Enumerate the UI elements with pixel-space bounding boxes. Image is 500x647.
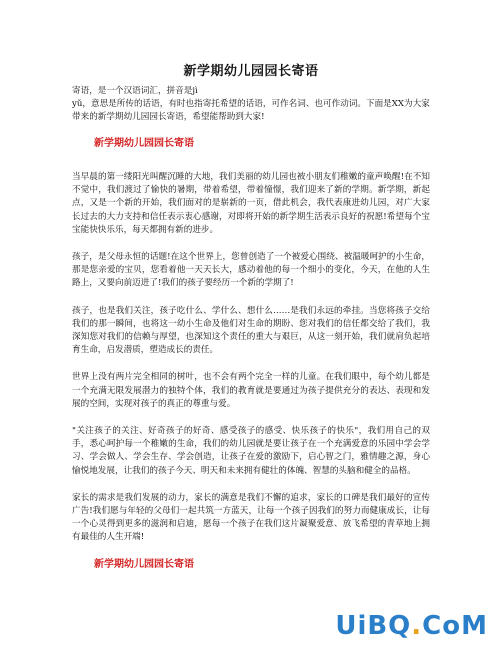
paragraph-4: 世界上没有两片完全相同的树叶，也不会有两个完全一样的儿童。在我们眼中，每个幼儿都是一个充满无限发展潜力的独特个体，我们的教育就是要通过为孩子提供充分的表达、表现和发展的空间，实现对孩子的真正的尊重与爱。 <box>72 372 430 409</box>
watermark-dot: . <box>411 611 423 641</box>
intro-line-1: 寄语，是一个汉语词汇，拼音是jì <box>72 86 198 96</box>
paragraph-3: 孩子，也是我们关注，孩子吃什么、学什么、想什么……是我们永远的牵挂。当您将孩子交给我们的那一瞬间，也将这一幼小生命及他们对生命的期盼、您对我们的信任都交给了我们，我深知您对我们的信赖与厚望，也深知这个责任的重大与艰巨，从这一刻开始，我们就肩负起培育生命，启发潜质，塑造成长的责任。 <box>72 305 430 356</box>
paragraph-6: 家长的需求是我们发展的动力，家长的满意是我们不懈的追求，家长的口碑是我们最好的宣传广告!我们愿与年轻的父母们一起共筑一方蓝天，让每一个孩子因我们的努力而健康成长，让每一个心灵得到更多的滋润和启迪，愿每一个孩子在我们这片凝聚爱意、放飞希望的青草地上拥有最佳的人生开端! <box>72 492 430 543</box>
paragraph-5: "关注孩子的关注、好奇孩子的好奇、感受孩子的感受、快乐孩子的快乐"，我们用自己的双手，悉心呵护每一个稚嫩的生命，我们的幼儿园就是要让孩子在一个充满爱意的乐园中学会学习、学会做人、学会生存、学会创造，让孩子在爱的激励下，启心智之门，雅情趣之源，身心愉悦地发展，让我们的孩子今天、明天和未来拥有健壮的体魄、智慧的头脑和健全的品格。 <box>72 426 430 476</box>
section-heading: 新学期幼儿园园长寄语 <box>94 138 194 149</box>
paragraph-2: 孩子，是父母永恒的话题!在这个世界上，您曾创造了一个被爱心围绕、被温暖呵护的小生命，那是您亲爱的宝贝，您看着他一天天长大，感动着他的每一个细小的变化，今天，在他的人生路上，又要向前迈进了!我们的孩子要经历一个新的学期了! <box>72 252 430 289</box>
footer-heading: 新学期幼儿园园长寄语 <box>94 558 194 570</box>
watermark-text-after: CoM <box>422 611 488 641</box>
watermark-text-before: UiBQ <box>335 611 412 641</box>
document-body <box>72 60 430 570</box>
intro-line-2: yǔ，意思是所传的话语，有时也指寄托希望的话语，可作名词、也可作动词。下面是XX为大家带来的新学期幼儿园园长寄语，希望能帮助到大家! <box>72 99 430 122</box>
paragraph-1: 当早晨的第一缕阳光叫醒沉睡的大地，我们美丽的幼儿园也被小朋友们稚嫩的童声唤醒!在不知不觉中，我们渡过了愉快的暑期，带着希望，带着憧憬，我们迎来了新的学期。新学期，新起点，又是一个新的开始，我们面对的是崭新的一页，借此机会，我代表康进幼儿园，对广大家长过去的大力支持和信任表示衷心感谢，对即将开始的新学期生活表示良好的祝愿!希望每个宝宝能快快乐乐，每天都拥有新的进步。 <box>72 172 430 235</box>
document-title: 新学期幼儿园园长寄语 <box>183 64 319 79</box>
site-watermark-logo <box>335 611 488 641</box>
